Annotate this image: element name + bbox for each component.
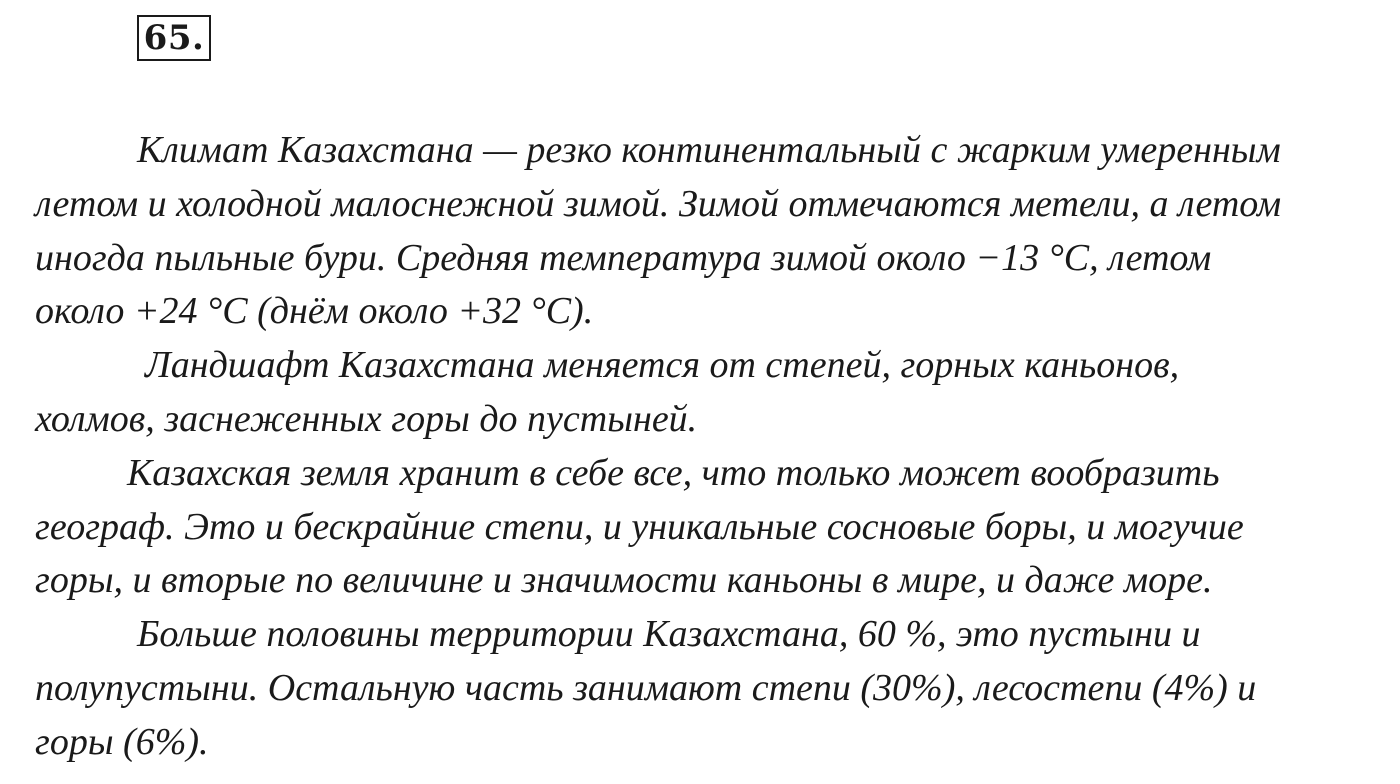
paragraph-1-line-3: иногда пыльные бури. Средняя температура зимой около −13 °С, летом <box>35 236 1212 279</box>
paragraph-3-line-3: горы, и вторые по величине и значимости каньоны в мире, и даже море. <box>35 559 1213 602</box>
paragraph-2-line-1: Ландшафт Казахстана меняется от степей, горных каньонов, <box>145 344 1180 387</box>
paragraph-2-line-2: холмов, заснеженных горы до пустыней. <box>35 397 698 440</box>
paragraph-4-line-1: Больше половины территории Казахстана, 60 %, это пустыни и <box>137 613 1201 656</box>
paragraph-3-line-2: географ. Это и бескрайние степи, и уникальные сосновые боры, и могучие <box>35 505 1244 548</box>
paragraph-1-line-1: Климат Казахстана — резко континентальный с жарким умеренным <box>137 129 1281 171</box>
paragraph-4-line-3: горы (6%). <box>35 720 209 763</box>
paragraph-1-line-2: летом и холодной малоснежной зимой. Зимой отмечаются метели, а летом <box>35 182 1282 225</box>
exercise-number: 65. <box>137 15 211 61</box>
paragraph-3-line-1: Казахская земля хранит в себе все, что только может вообразить <box>127 451 1220 494</box>
paragraph-1-line-4: около +24 °С (днём около +32 °С). <box>35 290 594 333</box>
paragraph-4-line-2: полупустыни. Остальную часть занимают степи (30%), лесостепи (4%) и <box>35 666 1257 709</box>
text-body <box>35 124 1375 770</box>
